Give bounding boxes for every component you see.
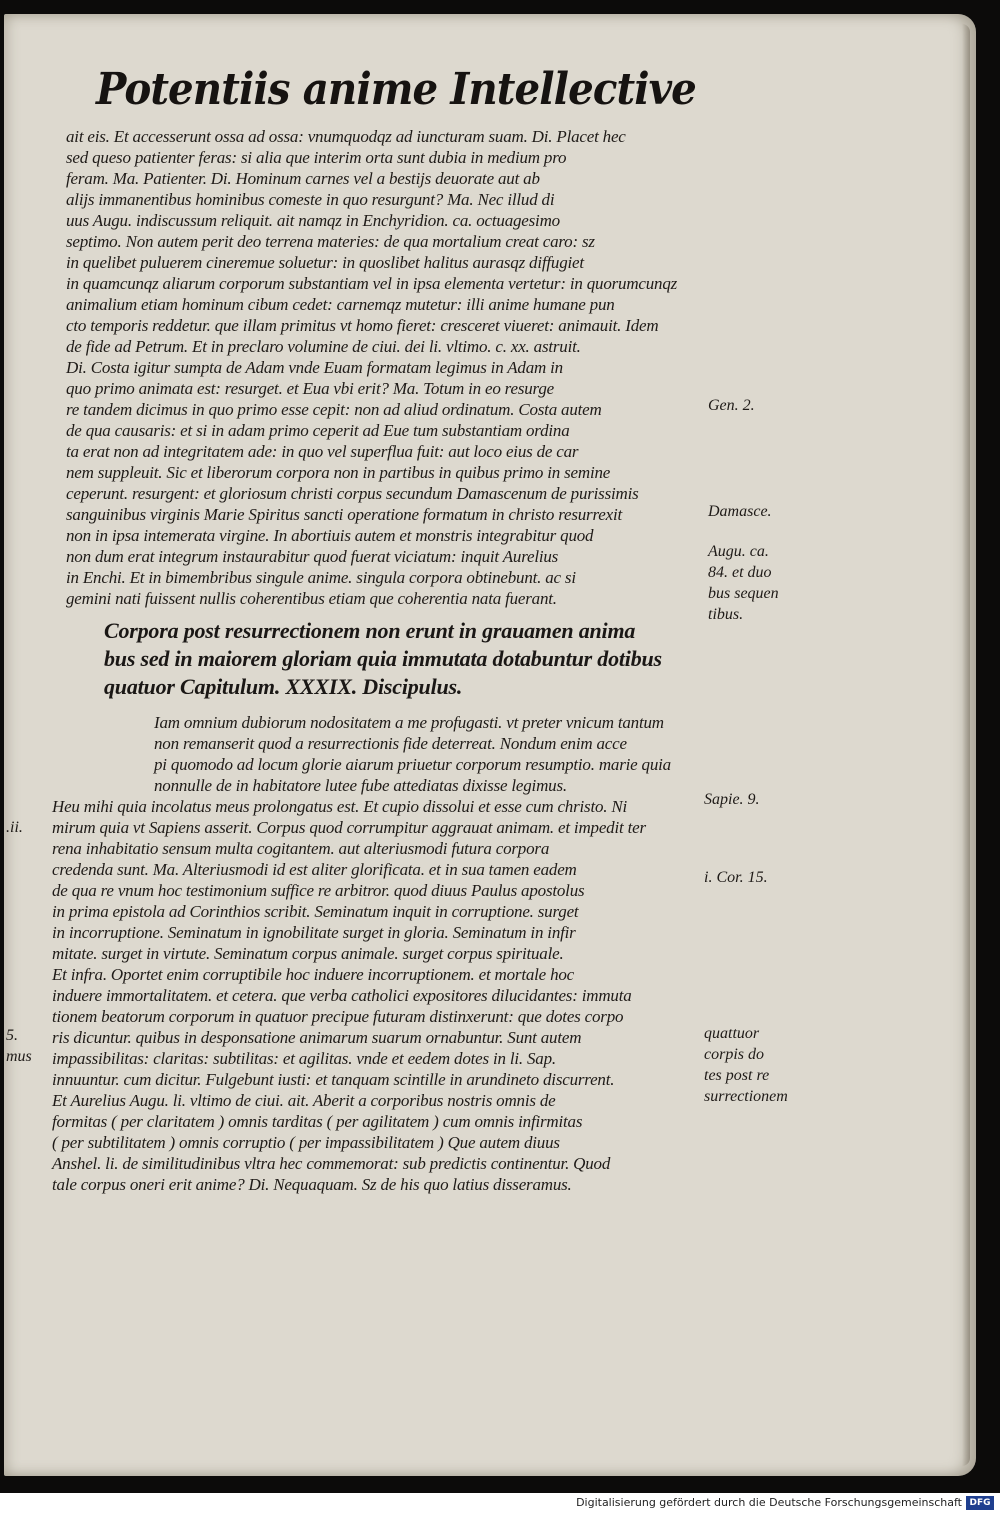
footer-bar	[0, 1493, 1000, 1514]
text-line: re tandem dicimus in quo primo esse cepit: non ad aliud ordinatum. Costa autem	[66, 400, 602, 419]
text-line: innuuntur. cum dicitur. Fulgebunt iusti: et tanquam scintille in arundineto discurrent.	[52, 1070, 615, 1089]
text-line: in incorruptione. Seminatum in ignobilitate surget in gloria. Seminatum in infir	[52, 923, 576, 942]
heading-line: quatuor Capitulum. XXXIX. Discipulus.	[104, 674, 463, 699]
text-line: non remanserit quod a resurrectionis fide deterreat. Nondum enim acce	[154, 734, 627, 753]
text-line: pi quomodo ad locum glorie aiarum priuetur corporum resumptio. marie quia	[154, 755, 671, 774]
text-line: in Enchi. Et in bimembribus singule anime. singula corpora obtinebunt. ac si	[66, 568, 576, 587]
margin-note: 84. et duo	[708, 564, 772, 581]
text-line: de qua re vnum hoc testimonium suffice re arbitror. quod diuus Paulus apostolus	[52, 881, 585, 900]
text-line: in quelibet puluerem cineremue soluetur: in quoslibet halitus aurasqz diffugiet	[66, 253, 584, 272]
margin-note-left: mus	[6, 1048, 32, 1065]
heading-line: Corpora post resurrectionem non erunt in grauamen anima	[104, 618, 636, 643]
text-line: ( per subtilitatem ) omnis corruptio ( per impassibilitatem ) Que autem diuus	[52, 1133, 560, 1152]
margin-note-left: 5.	[6, 1027, 18, 1044]
margin-note: bus sequen	[708, 585, 779, 602]
text-line: in quamcunqz aliarum corporum substantiam vel in ipsa elementa vertetur: in quorumcunqz	[66, 274, 678, 293]
text-line: animalium etiam hominum cibum cedet: carnemqz mutetur: illi anime humane pun	[66, 295, 615, 314]
funding-credit: Digitalisierung gefördert durch die Deutsche Forschungsgemeinschaft	[576, 1496, 962, 1509]
text-line: ait eis. Et accesserunt ossa ad ossa: vnumquodqz ad iuncturam suam. Di. Placet hec	[66, 127, 626, 146]
text-line: mitate. surget in virtute. Seminatum corpus animale. surget corpus spirituale.	[52, 944, 564, 963]
text-line: rena inhabitatio sensum multa cogitantem. aut alteriusmodi futura corpora	[52, 839, 550, 858]
text-line: uus Augu. indiscussum reliquit. ait namqz in Enchyridion. ca. octuagesimo	[66, 211, 560, 230]
dfg-logo: DFG	[966, 1496, 994, 1510]
margin-note: surrectionem	[704, 1088, 788, 1105]
running-head: Potentiis anime Intellective	[96, 64, 696, 115]
text-line: sed queso patienter feras: si alia que interim orta sunt dubia in medium pro	[66, 148, 567, 167]
text-line: ta erat non ad integritatem ade: in quo vel superflua fuit: aut loco eius de car	[66, 442, 579, 461]
text-line: nonnulle de in habitatore lutee fube attediatas dixisse legimus.	[154, 776, 567, 795]
text-line: formitas ( per claritatem ) omnis tarditas ( per agilitatem ) cum omnis infirmitas	[52, 1112, 583, 1131]
text-line: impassibilitas: claritas: subtilitas: et agilitas. vnde et eedem dotes in li. Sap.	[52, 1049, 556, 1068]
text-line: Et Aurelius Augu. li. vltimo de ciui. ait. Aberit a corporibus nostris omnis de	[52, 1091, 556, 1110]
margin-note: Damasce.	[708, 503, 772, 520]
text-line: ceperunt. resurgent: et gloriosum christi corpus secundum Damascenum de purissimis	[66, 484, 639, 503]
text-line: de qua causaris: et si in adam primo ceperit ad Eue tum substantiam ordina	[66, 421, 570, 440]
text-line: in prima epistola ad Corinthios scribit. Seminatum inquit in corruptione. surget	[52, 902, 579, 921]
text-line: ris dicuntur. quibus in desponsatione animarum suarum ornabuntur. Sunt autem	[52, 1028, 582, 1047]
margin-note: corpis do	[704, 1046, 764, 1063]
text-line: mirum quia vt Sapiens asserit. Corpus quod corrumpitur aggrauat animam. et impedit ter	[52, 818, 646, 837]
margin-note: Sapie. 9.	[704, 791, 760, 808]
text-line: non in ipsa intemerata virgine. In abortiuis autem et monstris integrabitur quod	[66, 526, 594, 545]
text-line: alijs immanentibus hominibus comeste in quo resurgunt? Ma. Nec illud di	[66, 190, 555, 209]
margin-note: tes post re	[704, 1067, 770, 1084]
book-page	[4, 14, 976, 1476]
text-line: cto temporis reddetur. que illam primitus vt homo fieret: cresceret viueret: animauit. Idem	[66, 316, 659, 335]
heading-line: bus sed in maiorem gloriam quia immutata dotabuntur dotibus	[104, 646, 662, 671]
text-line: quo primo animata est: resurget. et Eua vbi erit? Ma. Totum in eo resurge	[66, 379, 554, 398]
margin-note: i. Cor. 15.	[704, 869, 768, 886]
text-line: non dum erat integrum instaurabitur quod fuerat viciatum: inquit Aurelius	[66, 547, 559, 566]
margin-note: Gen. 2.	[708, 397, 755, 414]
text-line: Iam omnium dubiorum nodositatem a me profugasti. vt preter vnicum tantum	[154, 713, 664, 732]
text-line: Heu mihi quia incolatus meus prolongatus est. Et cupio dissolui et esse cum christo. Ni	[52, 797, 628, 816]
text-line: de fide ad Petrum. Et in preclaro volumine de ciui. dei li. vltimo. c. xx. astruit.	[66, 337, 581, 356]
text-line: Et infra. Oportet enim corruptibile hoc induere incorruptionem. et mortale hoc	[52, 965, 575, 984]
text-line: sanguinibus virginis Marie Spiritus sancti operatione formatum in christo resurrexit	[66, 505, 622, 524]
text-line: septimo. Non autem perit deo terrena materies: de qua mortalium creat caro: sz	[66, 232, 595, 251]
text-line: tale corpus oneri erit anime? Di. Nequaquam. Sz de his quo latius disseramus.	[52, 1175, 572, 1194]
text-line: feram. Ma. Patienter. Di. Hominum carnes vel a bestijs deuorate aut ab	[66, 169, 540, 188]
text-line: Anshel. li. de similitudinibus vltra hec commemorat: sub predictis continentur. Quod	[52, 1154, 611, 1173]
margin-note-left: .ii.	[6, 819, 23, 836]
text-line: credenda sunt. Ma. Alteriusmodi id est aliter glorificata. et in sua tamen eadem	[52, 860, 577, 879]
margin-note: tibus.	[708, 606, 744, 623]
text-line: nem suppleuit. Sic et liberorum corpora non in partibus in quibus primo in semine	[66, 463, 611, 482]
text-line: tionem beatorum corporum in quatuor precipue futuram distinxerunt: que dotes corpo	[52, 1007, 624, 1026]
text-line: gemini nati fuissent nullis coherentibus etiam que coherentia nata fuerant.	[66, 589, 557, 608]
margin-note: Augu. ca.	[708, 543, 769, 560]
text-line: induere immortalitatem. et cetera. que verba catholici expositores dilucidantes: immuta	[52, 986, 632, 1005]
text-line: Di. Costa igitur sumpta de Adam vnde Euam formatam legimus in Adam in	[66, 358, 563, 377]
margin-note: quattuor	[704, 1025, 760, 1042]
